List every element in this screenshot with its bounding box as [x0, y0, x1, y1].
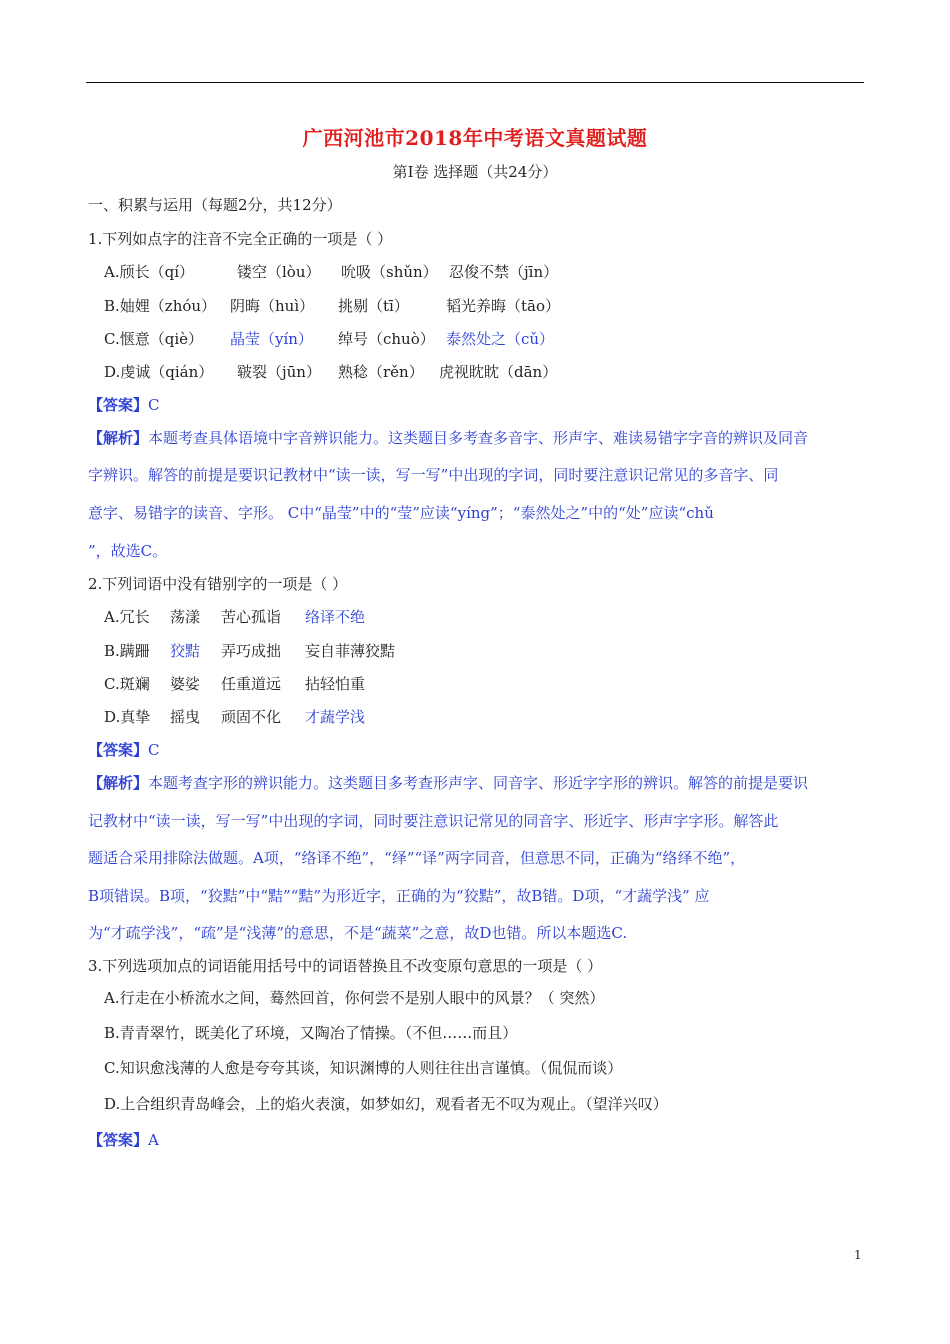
- q2-b-4: 妄自菲薄狡黠: [305, 642, 396, 660]
- q3-option-b: B.青青翠竹，既美化了环境，又陶冶了情操。（不但……而且）: [104, 1024, 518, 1042]
- q3-answer-value: A: [148, 1131, 159, 1149]
- q2-c-3: 任重道远: [221, 675, 282, 693]
- q1-answer-value: C: [148, 396, 160, 414]
- q2-option-a: [104, 606, 365, 628]
- page-subtitle: 第Ⅰ卷 选择题（共24分）: [392, 163, 558, 181]
- q1-analysis-line-4: ”，故选C。: [88, 542, 168, 560]
- q2-c-1: C.斑斓: [104, 675, 150, 693]
- q3-stem: 3.下列选项加点的词语能用括号中的词语替换且不改变原句意思的一项是（ ）: [88, 957, 603, 975]
- q1-b-4: 韬光养晦（tāo）: [446, 297, 561, 315]
- q1-c-1: C.惬意（qiè）: [104, 330, 203, 348]
- q1-analysis-line-1: [88, 427, 808, 449]
- q1-option-d: [104, 361, 557, 383]
- q1-d-2: 皲裂（jūn）: [237, 363, 321, 381]
- q1-analysis-line-3: 意字、易错字的读音、字形。 C中“晶莹”中的“莹”应读“yíng”；“泰然处之”中的“处”应读“chǔ: [88, 504, 714, 522]
- q1-a-3: 吮吸（shǔn）: [341, 263, 438, 281]
- q1-c-2-text: 晶莹（yín）: [230, 330, 313, 348]
- q1-c-4: 泰然处之（cǔ）: [446, 330, 555, 348]
- q2-analysis-text-1: 本题考查字形的辨识能力。这类题目多考查形声字、同音字、形近字字形的辨识。解答的前提是要识: [148, 774, 809, 792]
- q2-analysis-line-2: 记教材中“读一读，写一写”中出现的字词，同时要注意识记常见的同音字、形近字、形声字字形。解答此: [88, 812, 779, 830]
- q3-answer: [88, 1129, 159, 1151]
- q2-analysis-line-5: 为“才疏学浅”，“疏”是“浅薄”的意思，不是“蔬菜”之意，故D也错。所以本题选C.: [88, 924, 628, 942]
- q1-b-3: 挑剔（tī）: [338, 297, 409, 315]
- q2-a-3: 苦心孤诣: [221, 608, 282, 626]
- q2-answer-label: 【答案】: [88, 741, 149, 759]
- q1-option-c: [104, 328, 554, 350]
- q3-option-c: C.知识愈浅薄的人愈是夸夸其谈，知识渊博的人则往往出言谨慎。（侃侃而谈）: [104, 1059, 623, 1077]
- q1-c-2: [230, 328, 338, 350]
- q2-option-c: [104, 673, 365, 695]
- page-number: 1: [854, 1248, 862, 1262]
- q1-a-4: 忍俊不禁（jīn）: [449, 263, 559, 281]
- q2-c-4: 拈轻怕重: [305, 675, 366, 693]
- q2-d-4: 才蔬学浅: [305, 708, 366, 726]
- q1-a-2: 镂空（lòu）: [237, 263, 321, 281]
- q3-option-d: D.上合组织青岛峰会，上的焰火表演，如梦如幻，观看者无不叹为观止。（望洋兴叹）: [104, 1095, 668, 1113]
- q2-analysis-label: 【解析】: [88, 774, 149, 792]
- q1-b-1: B.妯娌（zhóu）: [104, 297, 217, 315]
- q2-stem: 2.下列词语中没有错别字的一项是（ ）: [88, 575, 348, 593]
- q1-c-3: 绰号（chuò）: [338, 330, 435, 348]
- q2-d-1: D.真挚: [104, 708, 151, 726]
- q2-d-3: 顽固不化: [221, 708, 282, 726]
- q2-b-3: 弄巧成拙: [221, 642, 282, 660]
- section-heading: 一、积累与运用（每题2分，共12分）: [88, 196, 342, 214]
- q1-d-1: D.虔诚（qián）: [104, 363, 214, 381]
- q1-d-4: 虎视眈眈（dān）: [439, 363, 558, 381]
- q1-option-a: [104, 261, 558, 283]
- q2-analysis-line-1: [88, 772, 808, 794]
- q2-d-2: 摇曳: [170, 708, 201, 726]
- q1-option-b: [104, 295, 560, 317]
- q1-analysis-line-2: 字辨识。解答的前提是要识记教材中“读一读，写一写”中出现的字词，同时要注意识记常见的多音字、同: [88, 466, 779, 484]
- page-title: 广西河池市2018年中考语文真题试题: [302, 126, 648, 150]
- q1-answer: [88, 394, 160, 416]
- q2-a-1: A.冗长: [104, 608, 150, 626]
- q1-answer-label: 【答案】: [88, 396, 149, 414]
- q1-b-2: 阴晦（huì）: [230, 297, 315, 315]
- q2-a-4: 络译不绝: [305, 608, 366, 626]
- header-rule: [86, 82, 864, 83]
- q2-c-2: 婆娑: [170, 675, 201, 693]
- q2-analysis-line-4: B项错误。B项，“狡黠”中“黠”“黠”为形近字，正确的为“狡黠”，故B错。D项，“才蔬学浅” 应: [88, 887, 710, 905]
- q2-option-b: [104, 640, 395, 662]
- q2-analysis-line-3: 题适合采用排除法做题。A项，“络译不绝”，“绎”“译”两字同音，但意思不同，正确为“络绎不绝”，: [88, 849, 746, 867]
- q1-analysis-label: 【解析】: [88, 429, 149, 447]
- q2-a-2: 荡漾: [170, 608, 201, 626]
- q2-b-2: 狡黠: [170, 642, 201, 660]
- q1-stem: 1.下列如点字的注音不完全正确的一项是（ ）: [88, 230, 393, 248]
- q1-a-1: A.颀长（qí）: [104, 263, 195, 281]
- q3-answer-label: 【答案】: [88, 1131, 149, 1149]
- q1-analysis-text-1: 本题考查具体语境中字音辨识能力。这类题目多考查多音字、形声字、难读易错字字音的辨识及同音: [148, 429, 809, 447]
- q2-answer-value: C: [148, 741, 160, 759]
- q2-b-1: B.蹒跚: [104, 642, 150, 660]
- q3-option-a: A.行走在小桥流水之间，蓦然回首，你何尝不是别人眼中的风景？（ 突然）: [104, 989, 605, 1007]
- q2-option-d: [104, 706, 365, 728]
- q1-d-3: 熟稔（rěn）: [338, 363, 424, 381]
- q2-answer: [88, 739, 160, 761]
